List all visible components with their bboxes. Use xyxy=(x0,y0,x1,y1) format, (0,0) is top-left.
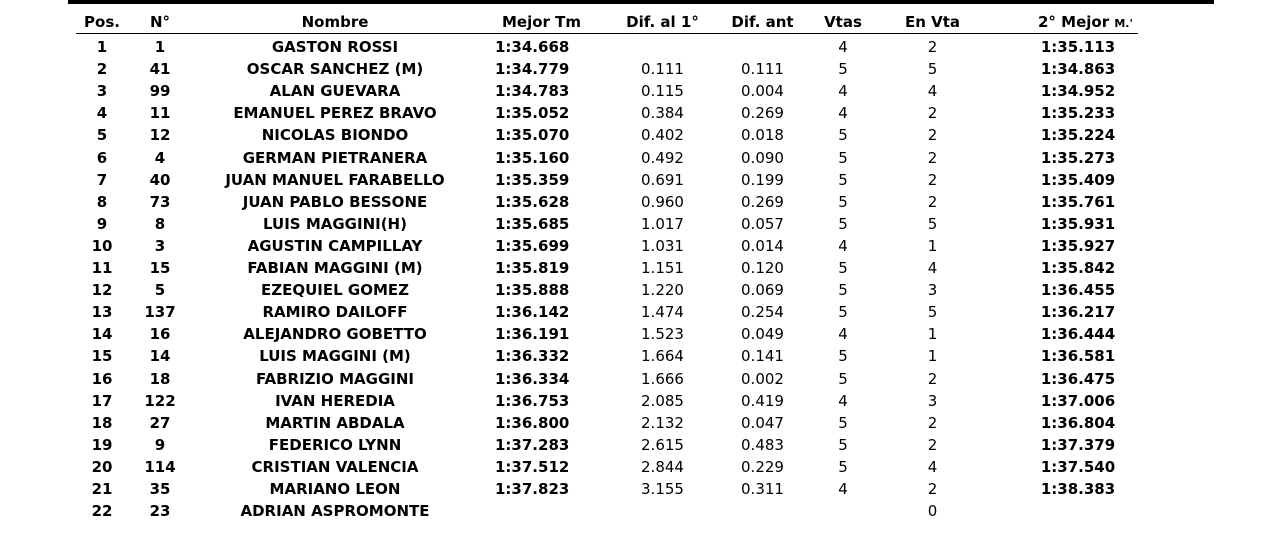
table-row xyxy=(0,390,1280,412)
row-laps: 5 xyxy=(838,148,848,167)
row-number: 14 xyxy=(149,347,171,366)
row-dif-first: 1.031 xyxy=(641,236,684,255)
row-laps: 5 xyxy=(838,413,848,432)
row-number: 11 xyxy=(149,104,171,123)
row-second-best: 1:35.842 xyxy=(1040,259,1116,277)
row-pos: 19 xyxy=(91,435,113,454)
row-second-best: 1:36.475 xyxy=(1040,369,1116,388)
table-row xyxy=(0,323,1280,345)
row-pos: 8 xyxy=(96,192,108,211)
row-dif-first: 2.085 xyxy=(641,391,684,410)
row-number: 18 xyxy=(149,369,171,388)
row-pos: 12 xyxy=(91,281,113,300)
row-dif-first: 0.115 xyxy=(641,82,684,101)
row-on-lap: 2 xyxy=(927,192,938,211)
row-dif-first: 1.017 xyxy=(641,214,684,233)
row-name: LUIS MAGGINI (M) xyxy=(259,347,411,366)
row-dif-prev: 0.269 xyxy=(741,104,784,123)
row-best-time: 1:35.699 xyxy=(495,236,570,255)
row-second-best: 1:34.863 xyxy=(1040,60,1116,79)
header-second-best-truncated: M.' xyxy=(1114,17,1133,30)
row-on-lap: 5 xyxy=(927,60,938,79)
row-on-lap: 2 xyxy=(927,148,938,167)
row-pos: 7 xyxy=(96,170,108,189)
table-row xyxy=(0,102,1280,124)
row-laps: 5 xyxy=(838,435,848,454)
row-dif-prev: 0.419 xyxy=(741,391,784,410)
row-pos: 22 xyxy=(91,502,113,521)
row-on-lap: 1 xyxy=(927,236,938,255)
row-number: 9 xyxy=(154,435,166,454)
row-pos: 18 xyxy=(91,413,113,432)
row-dif-prev: 0.014 xyxy=(741,236,784,255)
table-row xyxy=(0,279,1280,301)
row-dif-prev: 0.483 xyxy=(741,435,784,454)
header-num: N° xyxy=(149,13,171,31)
row-on-lap: 2 xyxy=(927,104,938,123)
top-rule xyxy=(68,0,1214,4)
row-pos: 10 xyxy=(91,236,113,255)
row-laps: 4 xyxy=(838,104,848,123)
row-second-best xyxy=(1018,500,1138,522)
row-name: FABIAN MAGGINI (M) xyxy=(247,259,423,277)
row-on-lap: 1 xyxy=(927,325,938,344)
table-header xyxy=(0,11,1280,33)
header-laps: Vtas xyxy=(824,13,862,31)
header-on-lap: En Vta xyxy=(904,13,961,31)
row-dif-prev: 0.311 xyxy=(741,480,784,498)
row-pos: 20 xyxy=(91,457,113,476)
row-best-time: 1:34.783 xyxy=(495,82,570,101)
row-dif-prev: 0.057 xyxy=(741,214,784,233)
row-name: NICOLAS BIONDO xyxy=(261,126,409,145)
header-rule xyxy=(76,33,1138,34)
row-name: AGUSTIN CAMPILLAY xyxy=(247,236,423,255)
row-best-time: 1:36.753 xyxy=(495,391,570,410)
row-dif-prev: 0.004 xyxy=(741,82,784,101)
row-pos: 3 xyxy=(96,82,108,101)
row-dif-first: 1.220 xyxy=(641,281,684,300)
row-second-best: 1:38.383 xyxy=(1040,480,1116,498)
row-best-time: 1:35.359 xyxy=(495,170,570,189)
row-second-best: 1:35.224 xyxy=(1040,126,1116,145)
row-laps: 5 xyxy=(838,303,848,322)
row-number: 1 xyxy=(154,38,166,56)
table-row xyxy=(0,124,1280,146)
row-dif-first: 1.474 xyxy=(641,303,684,322)
row-second-best: 1:37.006 xyxy=(1040,391,1116,410)
row-number: 5 xyxy=(154,281,166,300)
row-second-best: 1:35.233 xyxy=(1040,104,1116,123)
header-second-best-label: 2° Mejor xyxy=(1038,13,1110,31)
row-second-best: 1:36.804 xyxy=(1040,413,1116,432)
row-pos: 17 xyxy=(91,391,113,410)
row-second-best: 1:36.581 xyxy=(1040,347,1116,366)
row-laps: 5 xyxy=(838,369,848,388)
row-second-best: 1:36.217 xyxy=(1040,303,1116,322)
row-best-time: 1:37.823 xyxy=(495,480,570,498)
header-dif-first: Dif. al 1° xyxy=(626,13,699,31)
row-laps: 4 xyxy=(838,325,848,344)
row-number: 8 xyxy=(154,214,166,233)
row-on-lap: 5 xyxy=(927,303,938,322)
row-pos: 11 xyxy=(91,259,113,277)
row-pos: 2 xyxy=(96,60,108,79)
row-name: LUIS MAGGINI(H) xyxy=(263,214,407,233)
row-pos: 9 xyxy=(96,214,108,233)
row-best-time: 1:36.142 xyxy=(495,303,570,322)
row-dif-prev: 0.047 xyxy=(741,413,784,432)
row-second-best: 1:36.455 xyxy=(1040,281,1116,300)
header-pos: Pos. xyxy=(84,13,120,31)
row-on-lap: 2 xyxy=(927,435,938,454)
row-dif-first: 2.844 xyxy=(641,457,684,476)
row-dif-first: 1.151 xyxy=(641,259,684,277)
row-name: ALAN GUEVARA xyxy=(269,82,401,101)
row-dif-first: 2.615 xyxy=(641,435,684,454)
table-row xyxy=(0,257,1280,279)
row-second-best: 1:34.952 xyxy=(1040,82,1116,101)
row-on-lap: 2 xyxy=(927,170,938,189)
row-name: CRISTIAN VALENCIA xyxy=(251,457,419,476)
row-second-best: 1:35.409 xyxy=(1040,170,1116,189)
row-best-time: 1:35.052 xyxy=(495,104,570,123)
row-dif-prev: 0.002 xyxy=(741,369,784,388)
row-laps: 5 xyxy=(838,259,848,277)
row-number: 16 xyxy=(149,325,171,344)
row-on-lap: 1 xyxy=(927,347,938,366)
row-laps: 5 xyxy=(838,214,848,233)
row-best-time: 1:35.628 xyxy=(495,192,570,211)
row-on-lap: 2 xyxy=(927,38,938,56)
row-dif-first: 1.664 xyxy=(641,347,684,366)
row-laps: 5 xyxy=(838,457,848,476)
row-dif-prev: 0.018 xyxy=(741,126,784,145)
row-best-time: 1:37.512 xyxy=(495,457,570,476)
row-dif-prev: 0.049 xyxy=(741,325,784,344)
row-best-time: 1:35.160 xyxy=(495,148,570,167)
row-dif-prev xyxy=(720,500,805,522)
row-number: 4 xyxy=(154,148,166,167)
row-number: 15 xyxy=(149,259,171,277)
row-name: ADRIAN ASPROMONTE xyxy=(240,502,430,521)
row-dif-prev: 0.069 xyxy=(741,281,784,300)
table-row xyxy=(0,36,1280,58)
row-name: MARTIN ABDALA xyxy=(265,413,405,432)
row-number: 122 xyxy=(144,391,176,410)
row-name: JUAN MANUEL FARABELLO xyxy=(225,170,445,189)
row-number: 40 xyxy=(149,170,171,189)
row-dif-first: 3.155 xyxy=(641,480,684,498)
row-laps: 4 xyxy=(838,38,848,56)
row-dif-first: 0.492 xyxy=(641,148,684,167)
row-pos: 6 xyxy=(96,148,108,167)
row-name: GASTON ROSSI xyxy=(271,38,399,56)
row-dif-first: 0.384 xyxy=(641,104,684,123)
table-row xyxy=(0,169,1280,191)
row-best-time: 1:36.800 xyxy=(495,413,570,432)
row-on-lap: 2 xyxy=(927,126,938,145)
row-name: RAMIRO DAILOFF xyxy=(262,303,408,322)
row-number: 73 xyxy=(149,192,171,211)
row-best-time: 1:37.283 xyxy=(495,435,570,454)
row-laps: 4 xyxy=(838,480,848,498)
row-dif-prev: 0.111 xyxy=(741,60,784,79)
row-second-best: 1:35.931 xyxy=(1040,214,1116,233)
row-dif-first: 0.402 xyxy=(641,126,684,145)
row-number: 23 xyxy=(149,502,171,521)
row-pos: 5 xyxy=(96,126,108,145)
row-laps: 4 xyxy=(838,236,848,255)
row-laps: 5 xyxy=(838,192,848,211)
table-row xyxy=(0,80,1280,102)
table-row xyxy=(0,412,1280,434)
row-best-time: 1:35.070 xyxy=(495,126,570,145)
row-second-best: 1:35.113 xyxy=(1040,38,1116,56)
row-dif-first xyxy=(620,36,705,58)
row-dif-prev: 0.120 xyxy=(741,259,784,277)
row-on-lap: 2 xyxy=(927,413,938,432)
row-laps: 5 xyxy=(838,281,848,300)
row-second-best: 1:37.379 xyxy=(1040,435,1116,454)
row-name: GERMAN PIETRANERA xyxy=(242,148,428,167)
row-name: FEDERICO LYNN xyxy=(268,435,402,454)
row-dif-prev: 0.141 xyxy=(741,347,784,366)
row-number: 27 xyxy=(149,413,171,432)
row-laps xyxy=(818,500,868,522)
row-number: 137 xyxy=(144,303,176,322)
row-dif-prev: 0.199 xyxy=(741,170,784,189)
row-best-time: 1:36.334 xyxy=(495,369,570,388)
row-dif-first: 0.691 xyxy=(641,170,684,189)
row-name: JUAN PABLO BESSONE xyxy=(242,192,428,211)
row-second-best: 1:36.444 xyxy=(1040,325,1116,344)
table-row xyxy=(0,368,1280,390)
row-dif-first: 1.666 xyxy=(641,369,684,388)
row-on-lap: 2 xyxy=(927,480,938,498)
table-row xyxy=(0,58,1280,80)
row-pos: 14 xyxy=(91,325,113,344)
row-pos: 15 xyxy=(91,347,113,366)
row-on-lap: 4 xyxy=(927,259,938,277)
row-number: 41 xyxy=(149,60,171,79)
row-name: EMANUEL PEREZ BRAVO xyxy=(233,104,437,123)
row-dif-first: 0.960 xyxy=(641,192,684,211)
row-on-lap: 3 xyxy=(927,281,938,300)
row-number: 12 xyxy=(149,126,171,145)
row-second-best: 1:37.540 xyxy=(1040,457,1116,476)
row-dif-prev: 0.229 xyxy=(741,457,784,476)
table-row xyxy=(0,213,1280,235)
row-name: IVAN HEREDIA xyxy=(275,391,395,410)
table-row xyxy=(0,456,1280,478)
table-row xyxy=(0,147,1280,169)
row-dif-prev: 0.269 xyxy=(741,192,784,211)
row-pos: 16 xyxy=(91,369,113,388)
row-laps: 5 xyxy=(838,170,848,189)
header-second-best xyxy=(1038,11,1138,33)
row-dif-first xyxy=(620,500,705,522)
row-on-lap: 5 xyxy=(927,214,938,233)
row-name: ALEJANDRO GOBETTO xyxy=(243,325,427,344)
row-on-lap: 4 xyxy=(927,457,938,476)
table-row xyxy=(0,345,1280,367)
row-best-time: 1:35.888 xyxy=(495,281,570,300)
header-best-time: Mejor Tm xyxy=(502,13,582,31)
row-laps: 5 xyxy=(838,126,848,145)
row-dif-prev: 0.090 xyxy=(741,148,784,167)
row-name: FABRIZIO MAGGINI xyxy=(255,369,414,388)
row-on-lap: 4 xyxy=(927,82,938,101)
table-row xyxy=(0,301,1280,323)
row-best-time xyxy=(495,500,590,522)
row-pos: 1 xyxy=(96,38,108,56)
table-row xyxy=(0,434,1280,456)
header-name: Nombre xyxy=(301,13,369,31)
row-number: 3 xyxy=(154,236,166,255)
row-name: MARIANO LEON xyxy=(269,480,401,498)
row-name: EZEQUIEL GOMEZ xyxy=(260,281,410,300)
row-laps: 4 xyxy=(838,391,848,410)
row-pos: 21 xyxy=(91,480,113,498)
table-row xyxy=(0,235,1280,257)
row-laps: 4 xyxy=(838,82,848,101)
header-dif-prev: Dif. ant xyxy=(731,13,794,31)
row-dif-prev xyxy=(720,36,805,58)
row-best-time: 1:35.819 xyxy=(495,259,570,277)
row-dif-first: 2.132 xyxy=(641,413,684,432)
row-dif-first: 0.111 xyxy=(641,60,684,79)
row-dif-first: 1.523 xyxy=(641,325,684,344)
row-on-lap: 3 xyxy=(927,391,938,410)
row-best-time: 1:36.191 xyxy=(495,325,570,344)
row-on-lap: 2 xyxy=(927,369,938,388)
row-second-best: 1:35.273 xyxy=(1040,148,1116,167)
row-pos: 13 xyxy=(91,303,113,322)
row-number: 114 xyxy=(144,457,176,476)
row-second-best: 1:35.761 xyxy=(1040,192,1116,211)
row-best-time: 1:34.779 xyxy=(495,60,570,79)
row-second-best: 1:35.927 xyxy=(1040,236,1116,255)
table-row xyxy=(0,191,1280,213)
row-pos: 4 xyxy=(96,104,108,123)
row-best-time: 1:36.332 xyxy=(495,347,570,366)
table-row xyxy=(0,500,1280,522)
row-laps: 5 xyxy=(838,347,848,366)
row-on-lap: 0 xyxy=(927,502,938,521)
row-number: 35 xyxy=(149,480,171,498)
row-best-time: 1:34.668 xyxy=(495,38,570,56)
row-laps: 5 xyxy=(838,60,848,79)
row-name: OSCAR SANCHEZ (M) xyxy=(246,60,424,79)
row-best-time: 1:35.685 xyxy=(495,214,570,233)
row-number: 99 xyxy=(149,82,171,101)
row-dif-prev: 0.254 xyxy=(741,303,784,322)
table-row xyxy=(0,478,1280,500)
